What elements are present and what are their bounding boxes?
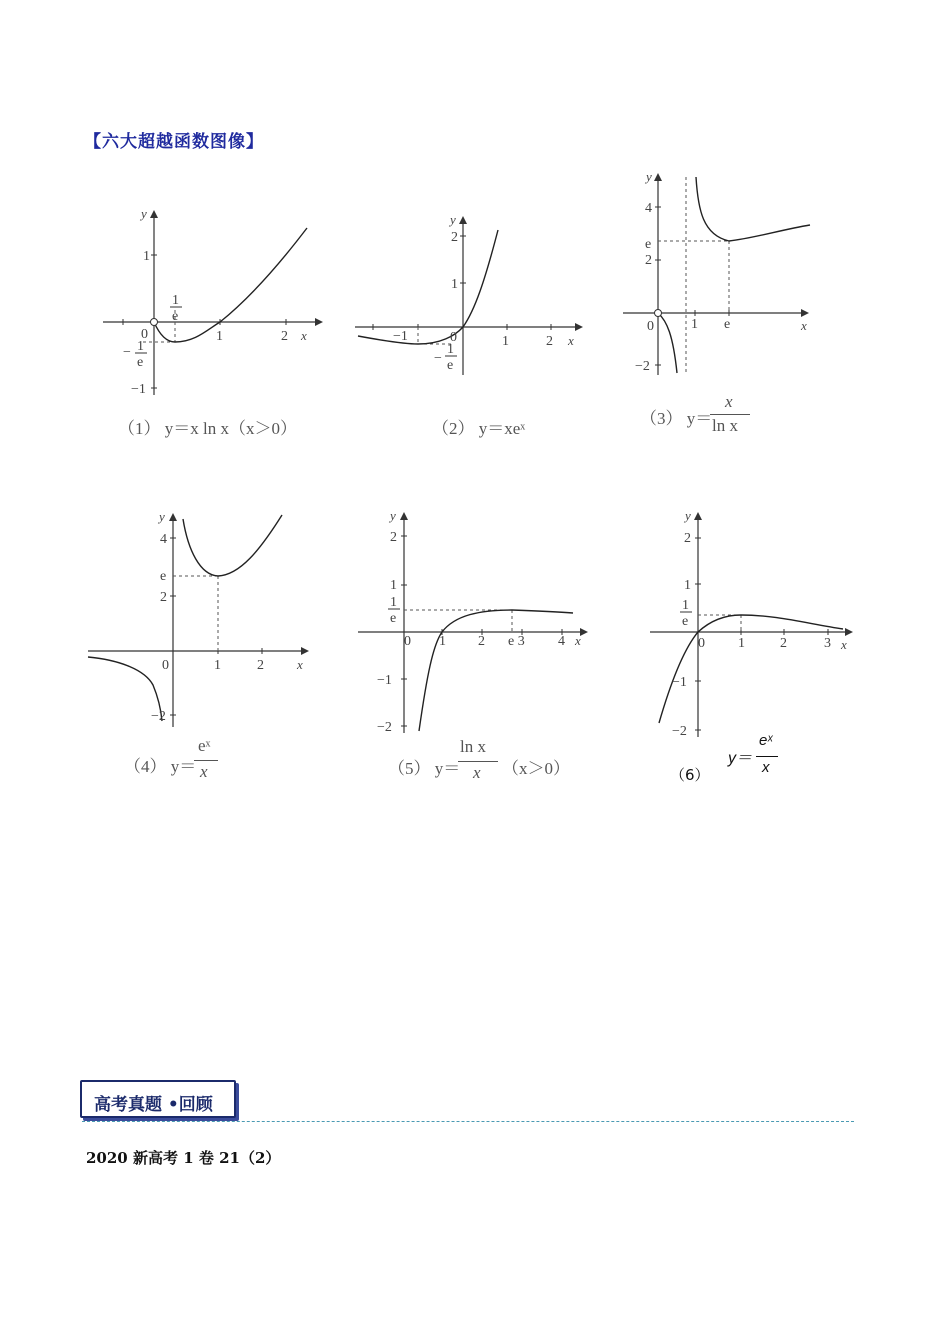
tick-label: 4 [160, 532, 167, 547]
graph-xex [350, 210, 590, 380]
graph-x-over-ex [645, 505, 860, 740]
x-axis-label: x [568, 333, 574, 348]
caption-5-den: x [473, 763, 481, 782]
tick-label: 1 [738, 636, 745, 651]
caption-6-eq: y＝ [728, 750, 753, 767]
tick-label: −2 [377, 720, 392, 735]
fraction-bar [458, 761, 498, 762]
tick-label: 1 [684, 578, 691, 593]
tick-label: −1 [131, 382, 146, 397]
minus-sign: − [434, 351, 442, 366]
tick-label: 1 [502, 334, 509, 349]
tick-label: 2 [451, 230, 458, 245]
frac-den: e [447, 358, 454, 373]
caption-1: （1） y＝x ln x（x＞0） [118, 419, 297, 438]
origin-label: 0 [450, 330, 457, 345]
graph-ex-over-x [85, 505, 315, 730]
caption-5: （5） y＝ [388, 759, 461, 778]
fraction-bar [710, 414, 750, 415]
caption-3-den: ln x [712, 416, 738, 435]
tick-label: −2 [635, 359, 650, 374]
tick-label: −1 [672, 675, 687, 690]
tick-label: 2 [160, 590, 167, 605]
section-tab [80, 1080, 236, 1118]
x-axis-label: x [575, 633, 581, 648]
frac-num: 1 [390, 595, 397, 610]
frac-num: 1 [447, 342, 454, 357]
tick-label: 1 [214, 658, 221, 673]
divider [82, 1121, 854, 1122]
minus-sign: − [123, 345, 131, 360]
x-axis-label: x [301, 328, 307, 343]
frac-num: 1 [137, 339, 144, 354]
y-axis-label: y [390, 508, 396, 523]
frac-num: 1 [682, 598, 689, 613]
exam-reference: 2020 新高考 1 卷 21（2） [86, 1149, 281, 1167]
tick-label: 2 [390, 530, 397, 545]
x-axis-label: x [801, 318, 807, 333]
caption-5-num: ln x [460, 737, 486, 756]
tick-label: e [645, 237, 652, 252]
y-axis-label: y [141, 206, 147, 221]
tick-label: 1 [451, 277, 458, 292]
y-axis-label: y [685, 508, 691, 523]
tick-label: 1 [691, 317, 698, 332]
frac-num: 1 [172, 293, 179, 308]
origin-label: 0 [141, 327, 148, 342]
frac-den: e [137, 355, 144, 370]
frac-den: e [172, 309, 179, 324]
tick-label: e [724, 317, 731, 332]
caption-4-num: eˣ [198, 736, 211, 755]
tick-label: 2 [257, 658, 264, 673]
tick-label: −2 [672, 724, 687, 739]
tick-label: 1 [143, 249, 150, 264]
y-axis-label: y [159, 509, 165, 524]
frac-den: e [390, 611, 397, 626]
fraction-bar [756, 756, 778, 757]
x-axis-label: x [841, 637, 847, 652]
origin-label: 0 [404, 634, 411, 649]
caption-6: （6） [670, 766, 710, 784]
caption-6-num: eˣ [759, 732, 773, 749]
tick-label: 1 [216, 329, 223, 344]
tick-label: 2 [546, 334, 553, 349]
caption-2: （2） y＝xeˣ [432, 419, 526, 438]
x-axis-label: x [297, 657, 303, 672]
tick-label: 2 [281, 329, 288, 344]
graph-xlnx [95, 200, 325, 400]
tick-label: 1 [390, 578, 397, 593]
tick-label: 2 [684, 531, 691, 546]
tick-label: −2 [151, 709, 166, 724]
tick-label: e [160, 569, 167, 584]
tick-label: −1 [377, 673, 392, 688]
section-title: 高考真题 •回顾 [94, 1095, 213, 1115]
caption-4-den: x [200, 762, 208, 781]
tick-label: 4 [645, 201, 652, 216]
y-axis-label: y [450, 212, 456, 227]
origin-label: 0 [698, 636, 705, 651]
caption-5-suffix: （x＞0） [502, 759, 570, 778]
tick-label: 2 [478, 634, 485, 649]
y-axis-label: y [646, 169, 652, 184]
graph-lnx-over-x [355, 505, 595, 735]
tick-label: −1 [393, 329, 408, 344]
tick-label: 4 [558, 634, 565, 649]
tick-label: 1 [439, 634, 446, 649]
caption-3-num: x [725, 392, 733, 411]
section-heading: 【六大超越函数图像】 [84, 132, 264, 152]
origin-label: 0 [162, 658, 169, 673]
graph-x-over-lnx [615, 165, 815, 380]
origin-label: 0 [647, 319, 654, 334]
caption-4: （4） y＝ [124, 757, 197, 776]
tick-label: 2 [645, 253, 652, 268]
caption-3: （3） y＝ [640, 409, 713, 428]
tick-label: 2 [780, 636, 787, 651]
fraction-bar [194, 760, 218, 761]
frac-den: e [682, 614, 689, 629]
caption-6-den: x [762, 759, 770, 776]
tick-label: 3 [824, 636, 831, 651]
tick-label: e 3 [508, 634, 525, 649]
